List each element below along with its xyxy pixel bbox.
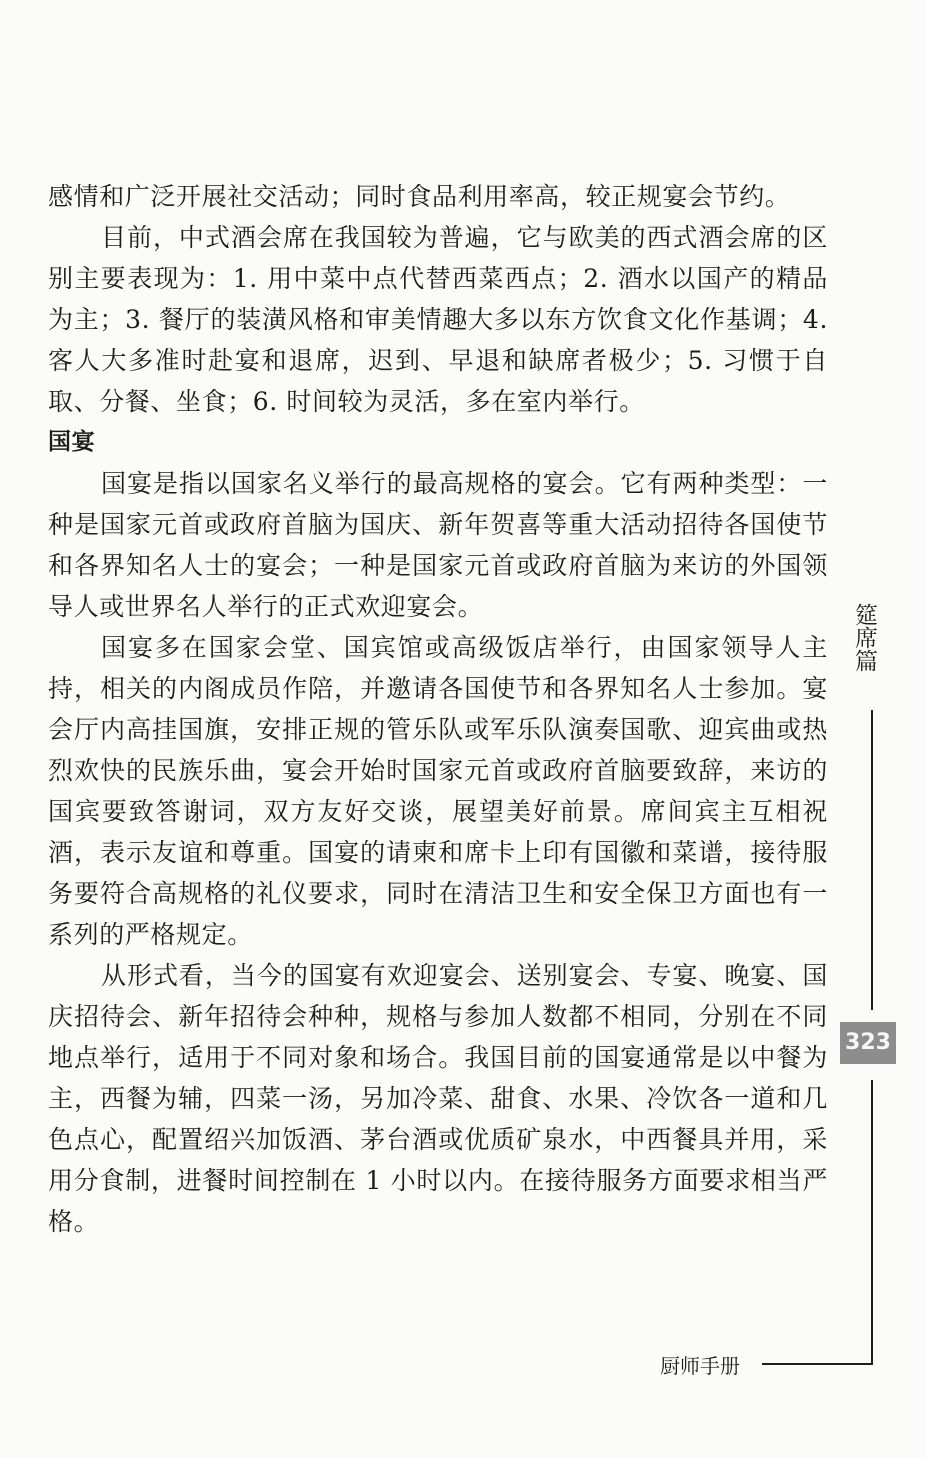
footer-rule [762,1363,873,1365]
side-rule-top [871,710,873,1010]
paragraph-state-banquet-venue: 国宴多在国家会堂、国宾馆或高级饭店举行，由国家领导人主持，相关的内阁成员作陪，并邀请各国使节和各界知名人士参加。宴会厅内高挂国旗，安排正规的管乐队或军乐队演奏国歌、迎宾曲或热烈欢快的民族乐曲，宴会开始时国家元首或政府首脑要致辞，来访的国宾要致答谢词，双方友好交谈，展望美好前景。席间宾主互相祝酒，表示友谊和尊重。国宴的请柬和席卡上印有国徽和菜谱，接待服务要符合高规格的礼仪要求，同时在清洁卫生和安全保卫方面也有一系列的严格规定。 [48,633,828,949]
paragraph-state-banquet-forms: 从形式看，当今的国宴有欢迎宴会、送别宴会、专宴、晚宴、国庆招待会、新年招待会种种，规格与参加人数都不相同，分别在不同地点举行，适用于不同对象和场合。我国目前的国宴通常是以中餐为主，西餐为辅，四菜一汤，另加冷菜、甜食、水果、冷饮各一道和几色点心，配置绍兴加饭酒、茅台酒或优质矿泉水，中西餐具并用，采用分食制，进餐时间控制在 1 小时以内。在接待服务方面要求相当严格。 [48,961,828,1236]
body-text [48,176,828,1242]
side-rule-bottom [871,1080,873,1364]
paragraph-state-banquet-definition: 国宴是指以国家名义举行的最高规格的宴会。它有两种类型：一种是国家元首或政府首脑为国庆、新年贺喜等重大活动招待各国使节和各界知名人士的宴会；一种是国家元首或政府首脑为来访的外国领导人或世界名人举行的正式欢迎宴会。 [48,469,828,621]
section-heading: 国宴 [48,429,96,455]
paragraph-chinese-cocktail: 目前，中式酒会席在我国较为普遍，它与欧美的西式酒会席的区别主要表现为：1. 用中菜中点代替西菜西点；2. 酒水以国产的精品为主；3. 餐厅的装潢风格和审美情趣大多以东方饮食文化作基调；4. 客人大多准时赴宴和退席，迟到、早退和缺席者极少；5. 习惯于自取、分餐、坐食；6. 时间较为灵活，多在室内举行。 [48,223,828,416]
chapter-side-title: 筵席篇 [851,603,877,672]
page-number: 323 [840,1022,896,1064]
footer-book-title: 厨师手册 [660,1354,740,1378]
paragraph-continued: 感情和广泛开展社交活动；同时食品利用率高，较正规宴会节约。 [48,182,791,211]
